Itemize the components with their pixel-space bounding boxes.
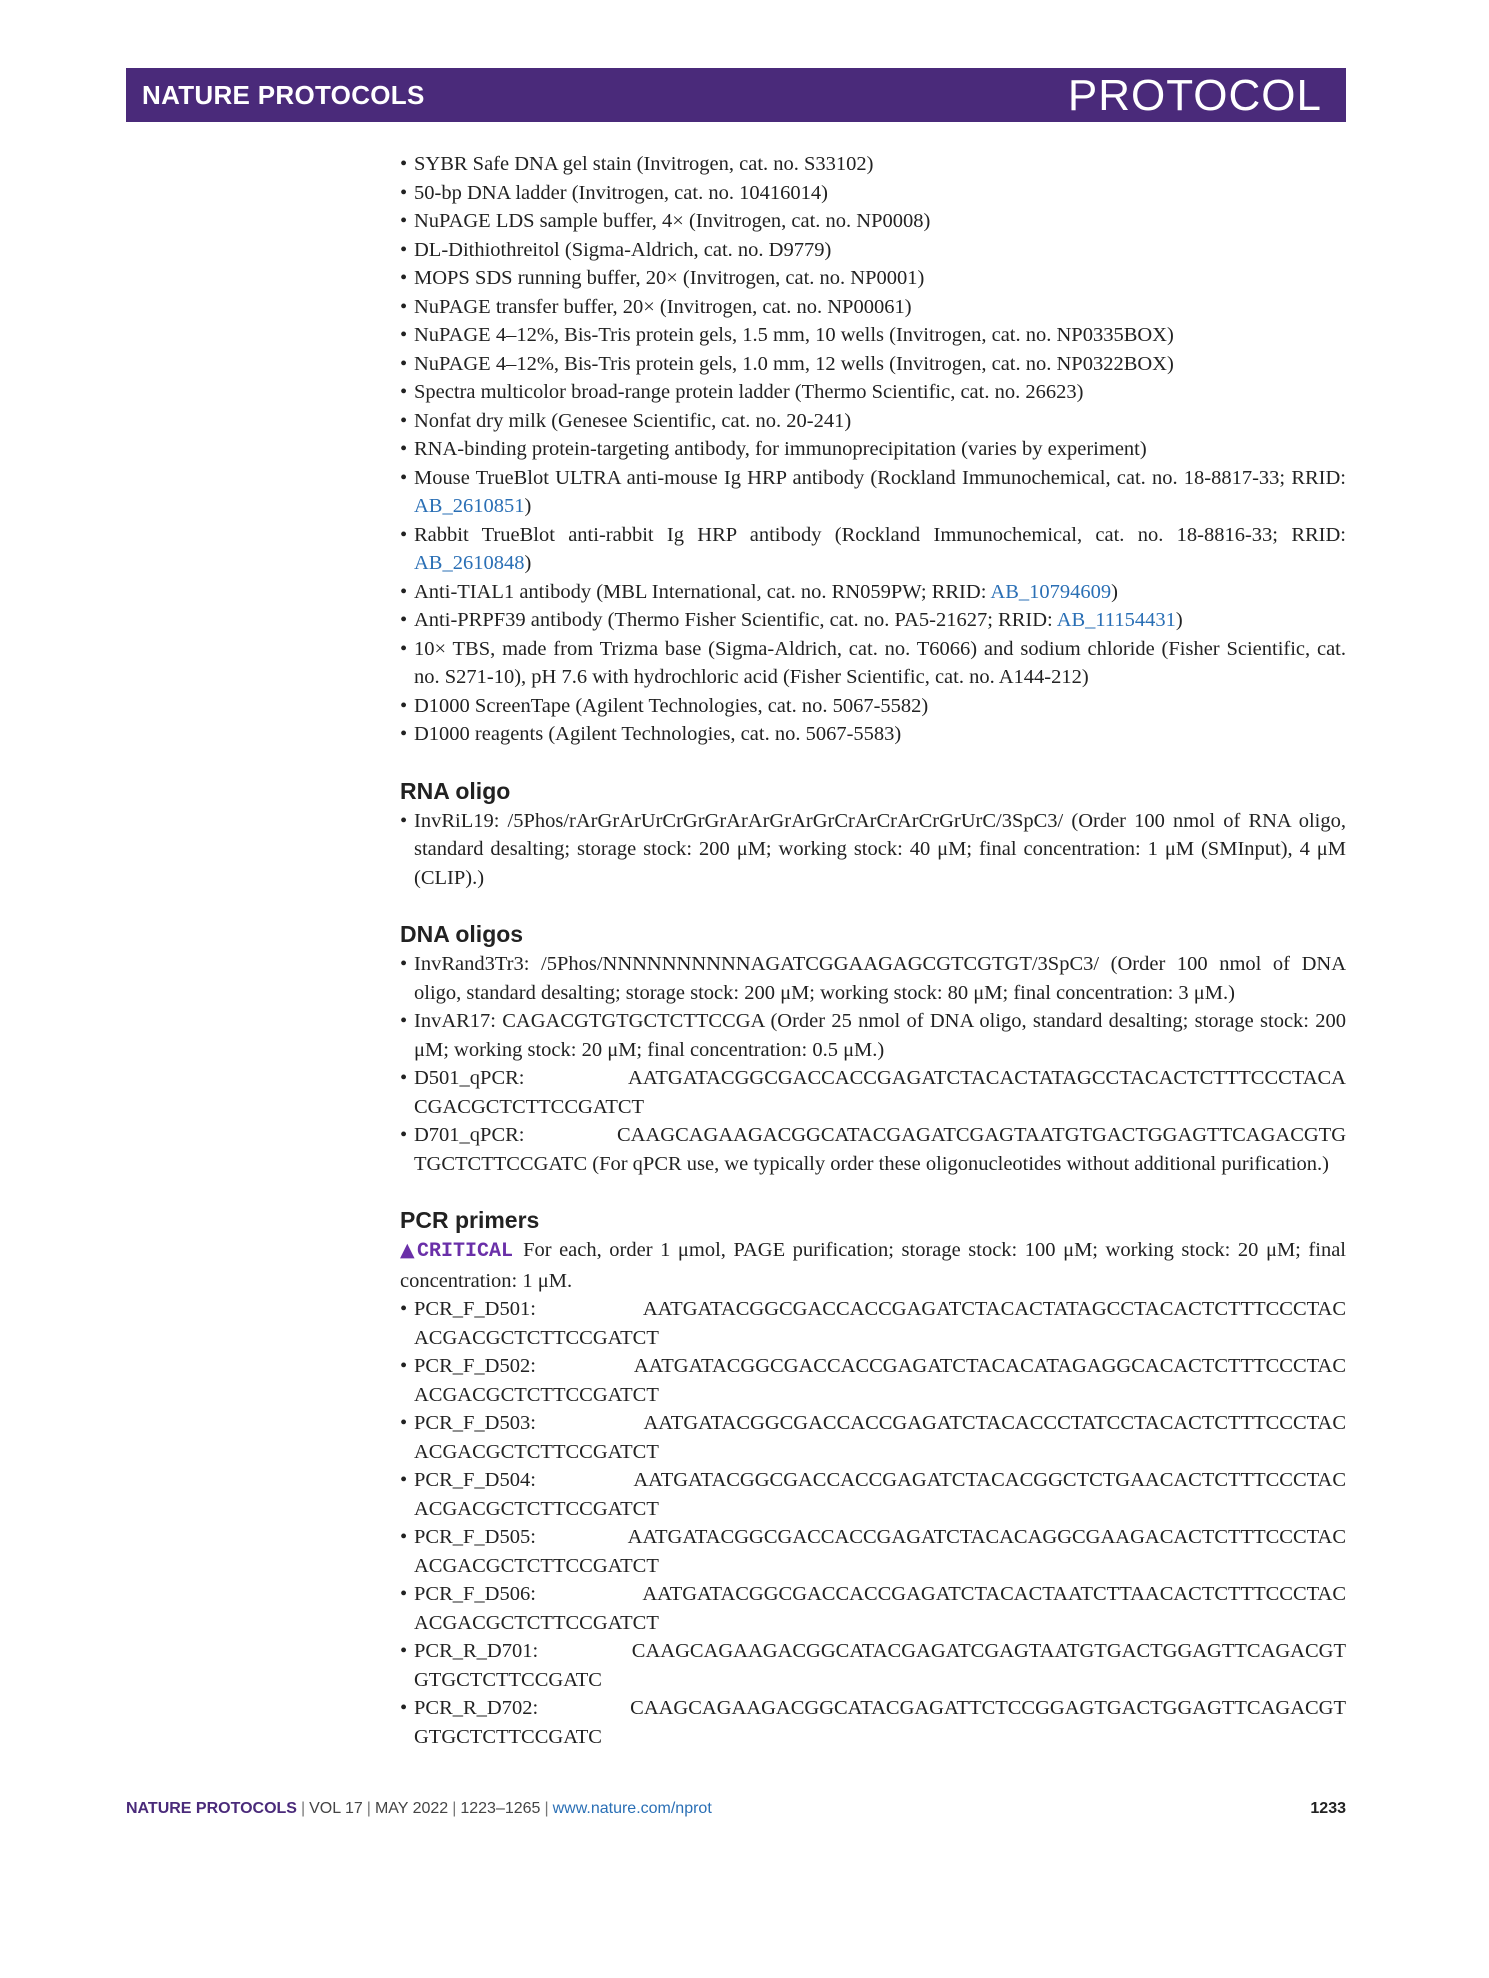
warning-triangle-icon: ▲	[400, 1239, 418, 1261]
journal-name: NATURE PROTOCOLS	[142, 80, 425, 110]
list-item: • RNA-binding protein-targeting antibody, for immunoprecipitation (varies by experiment)	[400, 435, 1346, 464]
footer-pages: 1223–1265	[460, 1800, 541, 1817]
page-footer	[126, 1800, 1346, 1824]
list-item: • PCR_F_D506: AATGATACGGCGACCACCGAGATCTACACTAATCTTAACACTCTTTCCCTAC ACGACGCTCTTCCGATCT	[400, 1580, 1346, 1637]
pcr-primers-heading: PCR primers	[400, 1207, 540, 1233]
list-item: • PCR_F_D501: AATGATACGGCGACCACCGAGATCTACACTATAGCCTACACTCTTTCCCTAC ACGACGCTCTTCCGATCT	[400, 1295, 1346, 1352]
list-item: • PCR_F_D502: AATGATACGGCGACCACCGAGATCTACACATAGAGGCACACTCTTTCCCTAC ACGACGCTCTTCCGATCT	[400, 1352, 1346, 1409]
list-item: • Nonfat dry milk (Genesee Scientific, cat. no. 20-241)	[400, 407, 1346, 436]
critical-note	[400, 1236, 1346, 1295]
list-item: • D1000 ScreenTape (Agilent Technologies, cat. no. 5067-5582)	[400, 692, 1346, 721]
list-item: • PCR_R_D702: CAAGCAGAAGACGGCATACGAGATTCTCCGGAGTGACTGGAGTTCAGACGT GTGCTCTTCCGATC	[400, 1694, 1346, 1751]
journal-header-bar	[126, 68, 1346, 122]
list-item: • PCR_R_D701: CAAGCAGAAGACGGCATACGAGATCGAGTAATGTGACTGGAGTTCAGACGT GTGCTCTTCCGATC	[400, 1637, 1346, 1694]
list-item: • MOPS SDS running buffer, 20× (Invitrogen, cat. no. NP0001)	[400, 264, 1346, 293]
pcr-primers-list	[400, 1295, 1346, 1751]
list-item: • NuPAGE 4–12%, Bis-Tris protein gels, 1.0 mm, 12 wells (Invitrogen, cat. no. NP0322BOX)	[400, 350, 1346, 379]
article-type-label: PROTOCOL	[1067, 71, 1322, 120]
list-item: • InvRiL19: /5Phos/rArGrArUrCrGrGrArArGrArGrCrArCrArCrGrUrC/3SpC3/ (Order 100 nmol of RNA oligo, standard desalting; storage stock: 200 μM; working stock: 40 μM; final concentration: 1 μM (SMInput), 4 μM (CLIP).)	[400, 807, 1346, 893]
rrid-link[interactable]: AB_11154431	[1056, 609, 1176, 631]
footer-separator: |	[452, 1800, 457, 1817]
list-item: • D701_qPCR: CAAGCAGAAGACGGCATACGAGATCGAGTAATGTGACTGGAGTTCAGACGTG TGCTCTTCCGATC (For qPCR use, we typically order these oligonucleotides without additional purification.)	[400, 1121, 1346, 1178]
list-item: • Mouse TrueBlot ULTRA anti-mouse Ig HRP antibody (Rockland Immunochemical, cat. no. 18-8817-33; RRID: AB_2610851)	[400, 464, 1346, 521]
critical-label: CRITICAL	[417, 1240, 514, 1263]
rrid-link[interactable]: AB_2610851	[414, 495, 525, 517]
main-content	[400, 150, 1346, 1751]
rna-oligo-heading: RNA oligo	[400, 777, 511, 804]
list-item: • InvRand3Tr3: /5Phos/NNNNNNNNNNAGATCGGAAGAGCGTCGTGT/3SpC3/ (Order 100 nmol of DNA oligo, standard desalting; storage stock: 200 μM; working stock: 80 μM; final concentration: 3 μM.)	[400, 950, 1346, 1007]
rna-oligo-list	[400, 807, 1346, 893]
list-item: • 50-bp DNA ladder (Invitrogen, cat. no. 10416014)	[400, 179, 1346, 208]
list-item: • Anti-TIAL1 antibody (MBL International, cat. no. RN059PW; RRID: AB_10794609)	[400, 578, 1346, 607]
footer-date: MAY 2022	[374, 1800, 449, 1817]
critical-text: For each, order 1 μmol, PAGE purification; storage stock: 100 μM; working stock: 20 μM; final concentration: 1 μM.	[400, 1239, 1346, 1292]
footer-separator: |	[300, 1800, 306, 1817]
list-item: • DL-Dithiothreitol (Sigma-Aldrich, cat. no. D9779)	[400, 236, 1346, 265]
list-item: • D1000 reagents (Agilent Technologies, cat. no. 5067-5583)	[400, 720, 1346, 749]
footer-separator: |	[544, 1800, 549, 1817]
list-item: • Anti-PRPF39 antibody (Thermo Fisher Scientific, cat. no. PA5-21627; RRID: AB_11154431)	[400, 606, 1346, 635]
list-item: • 10× TBS, made from Trizma base (Sigma-Aldrich, cat. no. T6066) and sodium chloride (Fisher Scientific, cat. no. S271-10), pH 7.6 with hydrochloric acid (Fisher Scientific, cat. no. A144-212)	[400, 635, 1346, 692]
rrid-link[interactable]: AB_10794609	[990, 580, 1112, 603]
list-item: • NuPAGE transfer buffer, 20× (Invitrogen, cat. no. NP00061)	[400, 293, 1346, 322]
list-item: • PCR_F_D503: AATGATACGGCGACCACCGAGATCTACACCCTATCCTACACTCTTTCCCTAC ACGACGCTCTTCCGATCT	[400, 1409, 1346, 1466]
list-item: • PCR_F_D504: AATGATACGGCGACCACCGAGATCTACACGGCTCTGAACACTCTTTCCCTAC ACGACGCTCTTCCGATCT	[400, 1466, 1346, 1523]
list-item: • Rabbit TrueBlot anti-rabbit Ig HRP antibody (Rockland Immunochemical, cat. no. 18-8816-33; RRID: AB_2610848)	[400, 521, 1346, 578]
list-item: • Spectra multicolor broad-range protein ladder (Thermo Scientific, cat. no. 26623)	[400, 378, 1346, 407]
dna-oligos-list	[400, 950, 1346, 1178]
list-item: • PCR_F_D505: AATGATACGGCGACCACCGAGATCTACACAGGCGAAGACACTCTTTCCCTAC ACGACGCTCTTCCGATCT	[400, 1523, 1346, 1580]
reagents-list	[400, 150, 1346, 749]
footer-separator: |	[366, 1800, 371, 1817]
page-number: 1233	[1310, 1800, 1346, 1817]
list-item: • SYBR Safe DNA gel stain (Invitrogen, cat. no. S33102)	[400, 150, 1346, 179]
footer-journal: NATURE PROTOCOLS	[126, 1800, 297, 1817]
rrid-link[interactable]: AB_2610848	[414, 552, 525, 574]
footer-volume: VOL 17	[309, 1800, 363, 1817]
dna-oligos-heading: DNA oligos	[400, 921, 524, 947]
list-item: • D501_qPCR: AATGATACGGCGACCACCGAGATCTACACTATAGCCTACACTCTTTCCCTACA CGACGCTCTTCCGATCT	[400, 1064, 1346, 1121]
list-item: • NuPAGE 4–12%, Bis-Tris protein gels, 1.5 mm, 10 wells (Invitrogen, cat. no. NP0335BOX)	[400, 321, 1346, 350]
footer-url-link[interactable]: www.nature.com/nprot	[552, 1800, 712, 1817]
list-item: • InvAR17: CAGACGTGTGCTCTTCCGA (Order 25 nmol of DNA oligo, standard desalting; storage stock: 200 μM; working stock: 20 μM; final concentration: 0.5 μM.)	[400, 1007, 1346, 1064]
list-item: • NuPAGE LDS sample buffer, 4× (Invitrogen, cat. no. NP0008)	[400, 207, 1346, 236]
